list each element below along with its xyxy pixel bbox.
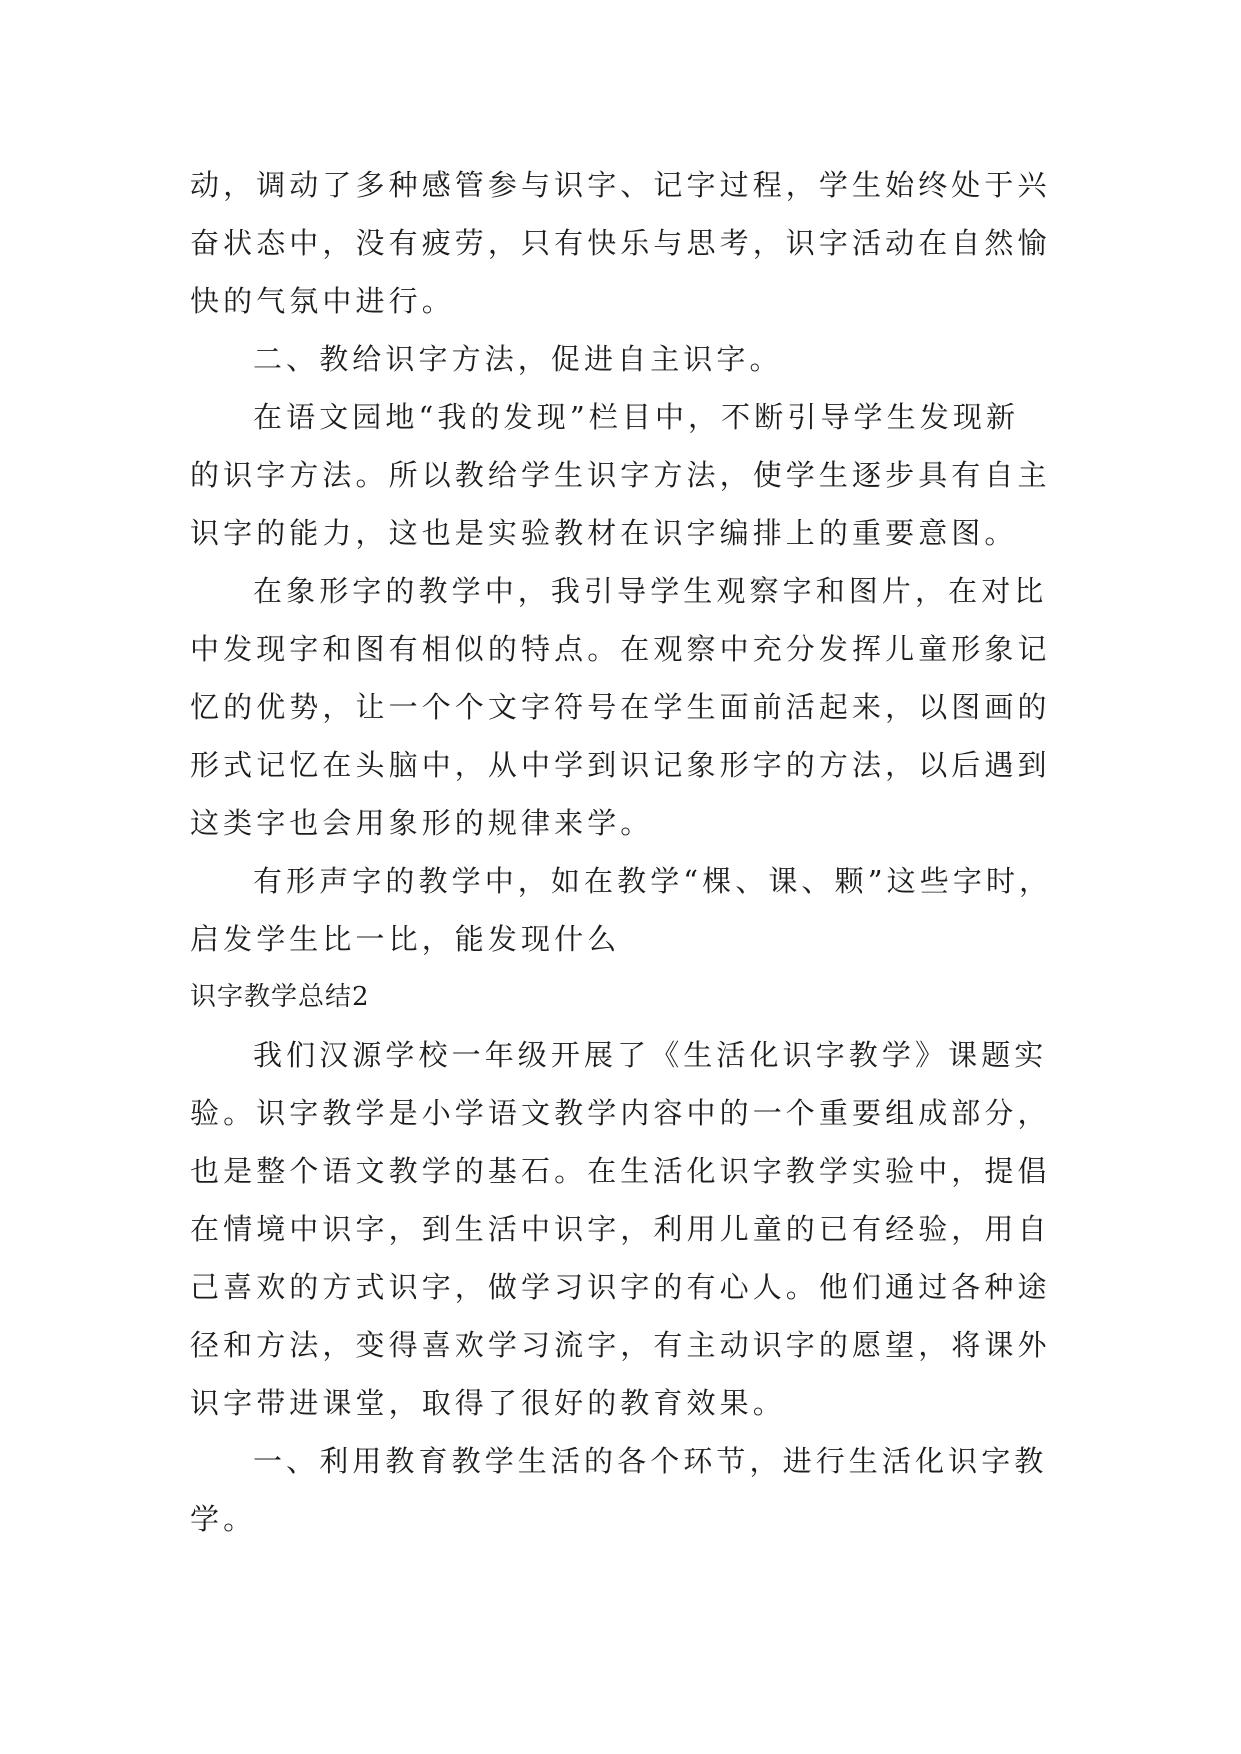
paragraph-line: 在象形字的教学中，我引导学生观察字和图片，在对比 (253, 574, 1048, 608)
document-body (190, 156, 1110, 1548)
paragraph-line: 动，调动了多种感管参与识字、记字过程，学生始终处于兴 (190, 168, 1051, 202)
paragraph-line: 这类字也会用象形的规律来学。 (190, 806, 654, 840)
paragraph (190, 388, 1110, 562)
paragraph-line: 启发学生比一比，能发现什么 (190, 922, 621, 956)
paragraph-line: 中发现字和图有相似的特点。在观察中充分发挥儿童形象记 (190, 632, 1051, 666)
paragraph-line: 在语文园地“我的发现”栏目中，不断引导学生发现新 (253, 400, 1020, 434)
paragraph-line: 形式记忆在头脑中，从中学到识记象形字的方法，以后遇到 (190, 748, 1051, 782)
paragraph-line: 识字带进课堂，取得了很好的教育效果。 (190, 1386, 786, 1420)
section-heading: 识字教学总结2 (190, 982, 370, 1012)
paragraph (190, 562, 1110, 852)
paragraph (190, 330, 1110, 388)
paragraph (190, 1432, 1110, 1548)
paragraph-line: 在情境中识字，到生活中识字，利用儿童的已有经验，用自 (190, 1212, 1051, 1246)
paragraph-line: 识字的能力，这也是实验教材在识字编排上的重要意图。 (190, 516, 1018, 550)
paragraph-line: 我们汉源学校一年级开展了《生活化识字教学》课题实 (253, 1038, 1048, 1072)
paragraph-line: 学。 (190, 1502, 257, 1536)
paragraph-line: 奋状态中，没有疲劳，只有快乐与思考，识字活动在自然愉 (190, 226, 1051, 260)
paragraph-line: 验。识字教学是小学语文教学内容中的一个重要组成部分， (190, 1096, 1051, 1130)
paragraph (190, 852, 1110, 968)
paragraph-line: 有形声字的教学中，如在教学“棵、课、颗”这些字时， (253, 864, 1053, 898)
paragraph-line: 忆的优势，让一个个文字符号在学生面前活起来，以图画的 (190, 690, 1051, 724)
paragraph (190, 1026, 1110, 1432)
paragraph (190, 156, 1110, 330)
paragraph-line: 一、利用教育教学生活的各个环节，进行生活化识字教 (253, 1444, 1048, 1478)
paragraph-line: 径和方法，变得喜欢学习流字，有主动识字的愿望，将课外 (190, 1328, 1051, 1362)
paragraph-line: 己喜欢的方式识字，做学习识字的有心人。他们通过各种途 (190, 1270, 1051, 1304)
paragraph-line: 的识字方法。所以教给学生识字方法，使学生逐步具有自主 (190, 458, 1051, 492)
paragraph-line: 也是整个语文教学的基石。在生活化识字教学实验中，提倡 (190, 1154, 1051, 1188)
paragraph-line: 二、教给识字方法，促进自主识字。 (253, 342, 783, 376)
paragraph-line: 快的气氛中进行。 (190, 284, 455, 318)
